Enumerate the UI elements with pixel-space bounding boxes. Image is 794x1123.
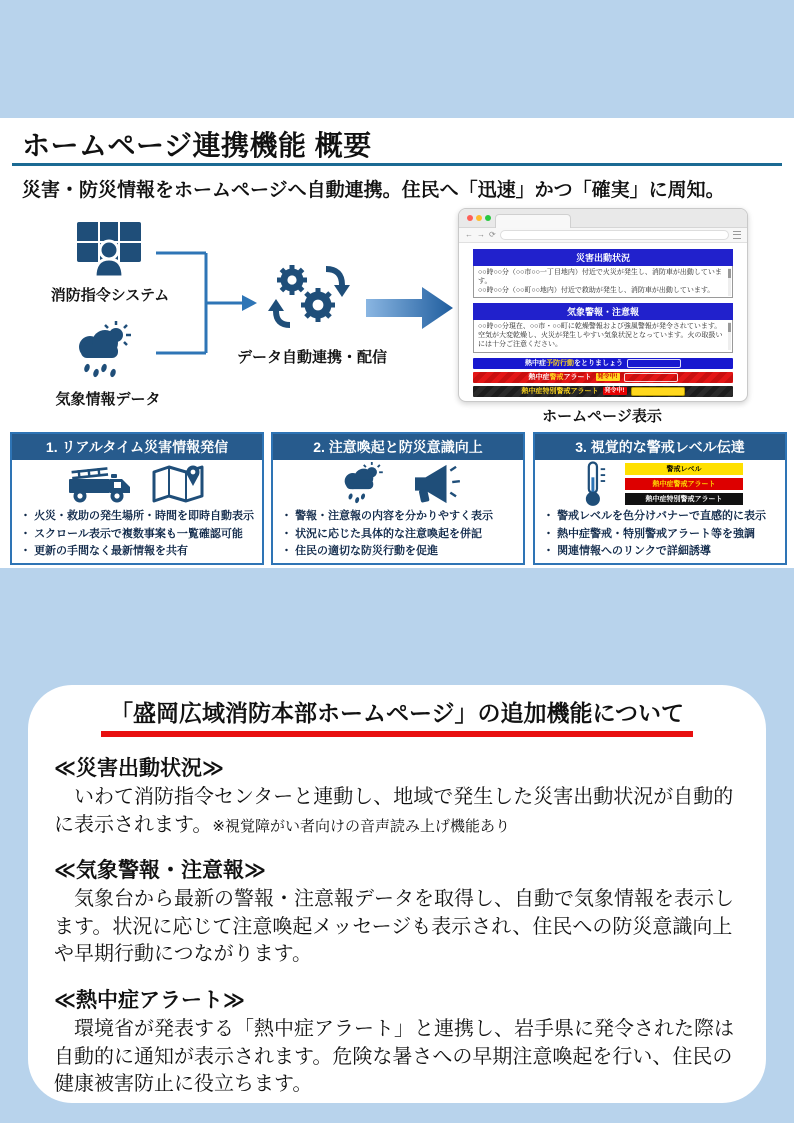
weather-panel-text: ○○時○○分現在、○○市・○○町に乾燥警報および強風警報が発令されています。空気が大変乾燥し、火災が発生しやすい気象状況となっています。火の取扱いには十分ご注意ください。 [478, 323, 723, 349]
forward-icon: → [477, 230, 485, 239]
level-bar-alert: 熱中症警戒アラート [625, 478, 743, 490]
banner-text: 熱中症特別警戒アラート [521, 388, 599, 396]
feature-bullet: ・ 関連情報へのリンクで詳細誘導 [543, 543, 781, 561]
homepage-browser-mock [458, 208, 748, 402]
feature-icons [535, 460, 785, 508]
dispatch-line-2: ○○時○○分（○○町○○地内）付近で救助が発生し、消防車が出動しています。 [478, 287, 715, 295]
dispatch-status-panel [473, 249, 733, 298]
weather-panel-body [473, 320, 733, 352]
banner-link-button [624, 373, 678, 382]
feature-box-awareness [271, 432, 525, 565]
feature-bullet: ・ 警報・注意報の内容を分かりやすく表示 [281, 508, 519, 526]
weather-data-icon [70, 321, 138, 381]
section-heading-heatstroke: ≪熱中症アラート≫ [54, 988, 245, 1012]
weather-panel-title: 気象警報・注意報 [473, 303, 733, 320]
back-icon: ← [465, 230, 473, 239]
browser-titlebar [459, 209, 747, 228]
feature-bullets [273, 508, 523, 561]
section-heading-weather: ≪気象警報・注意報≫ [54, 859, 266, 883]
megaphone-icon [411, 463, 461, 505]
level-bar-special-alert: 熱中症特別警戒アラート [625, 493, 743, 505]
feature-bullet: ・ 住民の適切な防災行動を促進 [281, 543, 519, 561]
flow-arrow-icon [366, 286, 454, 330]
feature-bullets [535, 508, 785, 561]
browser-caption: ホームページ表示 [542, 408, 662, 425]
feature-bullet: ・ スクロール表示で複数事案も一覧確認可能 [20, 526, 258, 544]
overview-sheet [0, 118, 794, 568]
level-bar-caution: 警戒レベル [625, 463, 743, 475]
storm-cloud-icon [335, 462, 391, 506]
fire-truck-icon [68, 463, 132, 505]
banner-text: 熱中症警戒アラート [528, 374, 592, 382]
data-sync-gears-icon [268, 261, 354, 345]
alert-active-badge: 発令中! [597, 373, 618, 380]
panel-scrollbar [728, 322, 731, 350]
feature-bullet: ・ 更新の手間なく最新情報を共有 [20, 543, 258, 561]
section-body-heatstroke: 環境省が発表する「熱中症アラート」と連携し、岩手県に発令された際は自動的に通知が表示されます。危険な暑さへの早期注意喚起を行い、住民の健康被害防止に役立ちます。 [54, 1017, 734, 1096]
banner-text: 熱中症予防行動をとりましょう [525, 360, 623, 368]
feature-title: 2. 注意喚起と防災意識向上 [273, 434, 523, 460]
dispatch-panel-title: 災害出動状況 [473, 249, 733, 266]
browser-content [459, 243, 747, 397]
banner-link-button [627, 359, 681, 368]
feature-bullet: ・ 状況に応じた具体的な注意喚起を併記 [281, 526, 519, 544]
refresh-icon: ⟳ [489, 230, 496, 239]
dispatch-line-1: ○○時○○分（○○市○○一丁目地内）付近で火災が発生し、消防車が出動しています。 [478, 269, 722, 286]
dispatch-panel-body [473, 266, 733, 298]
page-title: ホームページ連携機能 概要 [22, 130, 372, 161]
feature-bullet: ・ 火災・救助の発生場所・時間を即時自動表示 [20, 508, 258, 526]
alert-active-badge: 発令中! [604, 387, 625, 394]
feature-title: 3. 視覚的な警戒レベル伝達 [535, 434, 785, 460]
window-minimize-icon [476, 215, 482, 221]
title-rule [12, 163, 782, 166]
window-close-icon [467, 215, 473, 221]
command-system-label: 消防指令システム [50, 287, 170, 304]
page-subtitle: 災害・防災情報をホームページへ自動連携。住民へ「迅速」かつ「確実」に周知。 [22, 180, 725, 201]
window-zoom-icon [485, 215, 491, 221]
section-note: ※視覚障がい者向けの音声読み上げ機能あり [212, 817, 510, 835]
browser-tab [495, 214, 571, 228]
panel-scrollbar [728, 268, 731, 296]
heatstroke-prevention-banner [473, 358, 733, 369]
feature-box-alert-level [533, 432, 787, 565]
red-underline [101, 731, 693, 737]
feature-bullet: ・ 熱中症警戒・特別警戒アラート等を強調 [543, 526, 781, 544]
thermometer-icon [577, 461, 611, 507]
details-title: 「盛岡広域消防本部ホームページ」の追加機能について [109, 700, 685, 726]
banner-link-button [631, 387, 685, 396]
data-sync-label: データ自動連携・配信 [236, 349, 387, 366]
section-heading-dispatch: ≪災害出動状況≫ [54, 757, 224, 780]
feature-bullet: ・ 警戒レベルを色分けバナーで直感的に表示 [543, 508, 781, 526]
additional-features-sheet [28, 685, 766, 1103]
section-body-dispatch: いわて消防指令センターと連動し、地域で発生した災害出動状況が自動的に表示されます。※視覚障がい者向けの音声読み上げ機能あり [54, 786, 734, 836]
feature-icons [12, 460, 262, 508]
feature-bullets [12, 508, 262, 561]
browser-urlbar [459, 228, 747, 243]
weather-data-label: 気象情報データ [55, 391, 161, 408]
feature-box-realtime [10, 432, 264, 565]
alert-level-bars [625, 463, 743, 505]
section-body-weather: 気象台から最新の警報・注意報データを取得し、自動で気象情報を表示します。状況に応じて注意喚起メッセージも表示され、住民への防災意識向上や早期行動につながります。 [54, 888, 734, 966]
command-system-monitor-icon [76, 221, 142, 281]
feature-icons [273, 460, 523, 508]
special-heatstroke-alert-banner [473, 386, 733, 397]
heatstroke-alert-banner [473, 372, 733, 383]
feature-title: 1. リアルタイム災害情報発信 [12, 434, 262, 460]
weather-warning-panel [473, 303, 733, 352]
browser-menu-icon [733, 231, 741, 239]
address-input [500, 230, 729, 240]
map-pin-icon [152, 463, 206, 505]
